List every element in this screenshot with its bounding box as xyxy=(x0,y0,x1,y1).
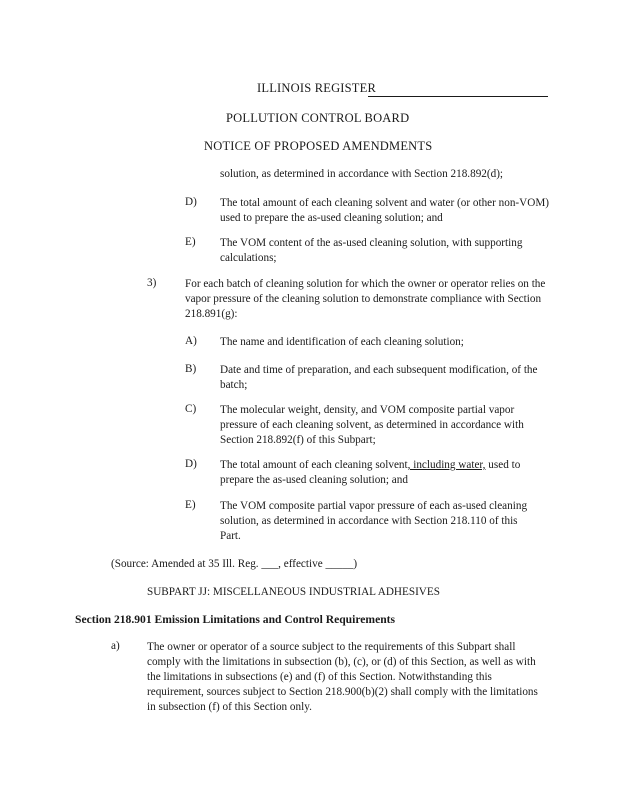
item-text: The molecular weight, density, and VOM composite partial vapor pressure of each cleaning solvent, as determined in accordance with Section 218.892(f) of this Subpart; xyxy=(220,404,524,446)
item-text: The VOM composite partial vapor pressure of each as-used cleaning solution, as determined in accordance with Section 218.110 of this Part. xyxy=(220,500,528,542)
item-label: A) xyxy=(185,335,197,347)
register-title: ILLINOIS REGISTER xyxy=(257,81,377,95)
source-note: (Source: Amended at 35 Ill. Reg. ___, effective _____) xyxy=(111,558,358,570)
notice-title: NOTICE OF PROPOSED AMENDMENTS xyxy=(204,139,433,153)
section-heading: Section 218.901 Emission Limitations and Control Requirements xyxy=(75,613,396,626)
item-text: The total amount of each cleaning solvent and water (or other non-VOM) used to prepare the as-used cleaning solution; and xyxy=(220,197,549,224)
item-label: C) xyxy=(185,403,197,415)
item-text xyxy=(220,458,550,488)
board-name: POLLUTION CONTROL BOARD xyxy=(226,111,410,125)
item-text: The name and identification of each cleaning solution; xyxy=(220,336,464,348)
subpart-heading: SUBPART JJ: MISCELLANEOUS INDUSTRIAL ADHESIVES xyxy=(147,586,440,598)
inserted-text: , including water, xyxy=(407,459,486,471)
item-label: 3) xyxy=(147,277,157,289)
header-rule xyxy=(368,96,548,97)
item-text: Date and time of preparation, and each subsequent modification, of the batch; xyxy=(220,364,538,391)
item-text-before: The total amount of each cleaning solvent xyxy=(220,459,408,471)
item-label: D) xyxy=(185,458,197,470)
item-label: E) xyxy=(185,236,196,248)
item-label: B) xyxy=(185,363,197,375)
item-text-after: used to prepare the as-used cleaning solution; and xyxy=(220,459,521,486)
item-text: For each batch of cleaning solution for which the owner or operator relies on the vapor pressure of the cleaning solution to demonstrate compliance with Section 218.891(g): xyxy=(185,278,546,320)
item-label: a) xyxy=(111,640,120,652)
continuation-text: solution, as determined in accordance with Section 218.892(d); xyxy=(220,168,504,180)
section-a-text: The owner or operator of a source subject to the requirements of this Subpart shall comply with the limitations in subsection (b), (c), or (d) of this Section, as well as with the limitations in subsections (e) and (f) of this Section. Notwithstanding this requirement, sources subject to Section 218.900(b)(2) shall comply with the limitations in subsection (f) of this Section only. xyxy=(147,641,538,713)
item-text: The VOM content of the as-used cleaning solution, with supporting calculations; xyxy=(220,237,523,264)
item-label: E) xyxy=(185,499,196,511)
item-label: D) xyxy=(185,196,197,208)
